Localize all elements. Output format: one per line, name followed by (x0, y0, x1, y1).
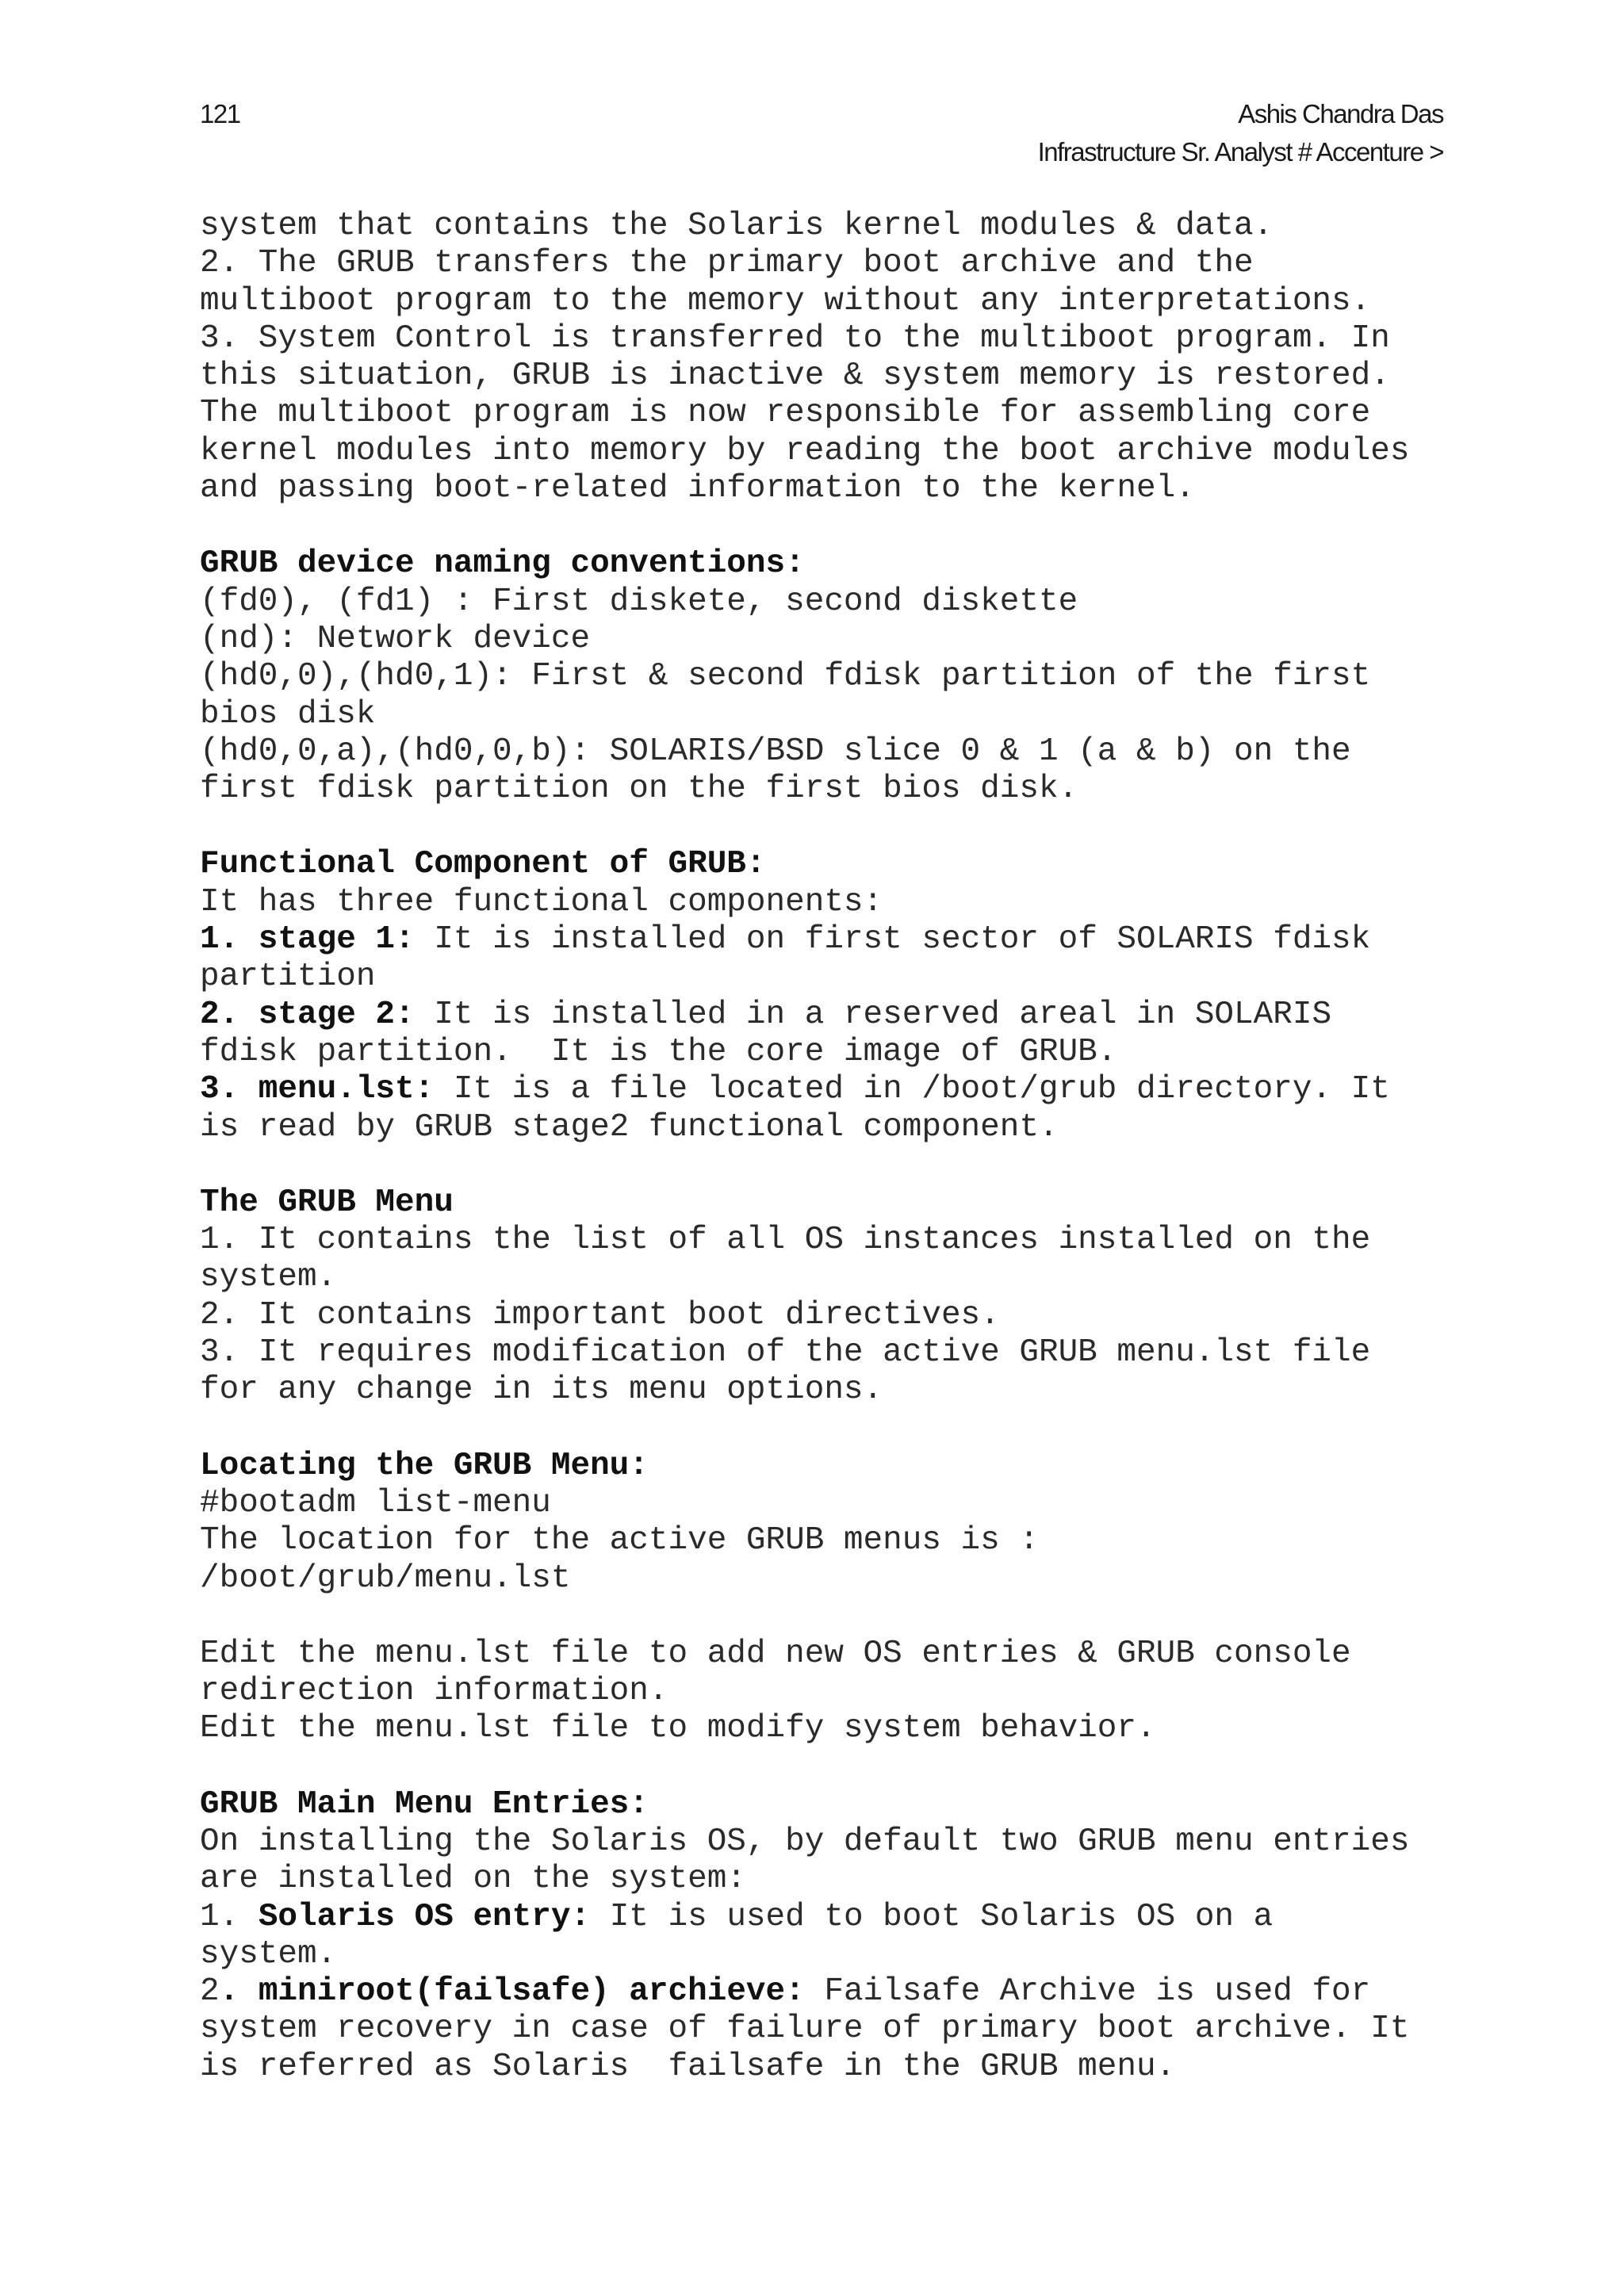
text-line: system. (200, 1259, 337, 1296)
entries-section (200, 1786, 1469, 2086)
author-title: Infrastructure Sr. Analyst # Accenture > (1037, 137, 1443, 166)
text-line: (hd0,0),(hd0,1): First & second fdisk partition of the first (200, 658, 1371, 695)
functional-section (200, 846, 1469, 1146)
text-line: 3. System Control is transferred to the multiboot program. In (200, 320, 1390, 357)
text-line: Edit the menu.lst file to modify system behavior. (200, 1710, 1156, 1747)
section-heading: Functional Component of GRUB: (200, 846, 766, 883)
list-item (200, 1071, 1469, 1108)
item-text: It is installed in a reserved areal in SOLARIS (414, 996, 1332, 1033)
text-line: (fd0), (fd1) : First diskete, second diskette (200, 583, 1078, 620)
text-line: On installing the Solaris OS, by default two GRUB menu entries (200, 1823, 1410, 1860)
text-line: fdisk partition. It is the core image of GRUB. (200, 1033, 1117, 1070)
text-line: is referred as Solaris failsafe in the GRUB menu. (200, 2048, 1176, 2085)
body-text (200, 208, 1469, 2086)
section-heading: GRUB Main Menu Entries: (200, 1785, 649, 1823)
text-line: Edit the menu.lst file to add new OS entries & GRUB console (200, 1635, 1351, 1672)
author-name: Ashis Chandra Das (1238, 99, 1443, 128)
text-line: are installed on the system: (200, 1861, 746, 1898)
item-number: 2 (200, 1973, 220, 2011)
item-text: Failsafe Archive is used for (804, 1973, 1371, 2011)
text-line: 2. It contains important boot directives. (200, 1296, 1000, 1334)
text-line: #bootadm list-menu (200, 1484, 551, 1521)
text-line: is read by GRUB stage2 functional component. (200, 1108, 1059, 1146)
text-line: /boot/grub/menu.lst (200, 1559, 571, 1597)
text-line: system. (200, 1935, 337, 1973)
text-line: for any change in its menu options. (200, 1372, 883, 1409)
item-label: . miniroot(failsafe) archieve: (219, 1973, 805, 2011)
text-line: The location for the active GRUB menus is : (200, 1522, 1039, 1559)
list-item (200, 1899, 1469, 1936)
list-item (200, 997, 1469, 1034)
item-text: It is installed on first sector of SOLARIS fdisk (414, 921, 1371, 959)
list-item (200, 1973, 1469, 2011)
item-number: 1. (200, 1898, 259, 1935)
item-label: Solaris OS entry: (258, 1898, 591, 1935)
page-number: 121 (200, 99, 240, 128)
text-line: 2. The GRUB transfers the primary boot archive and the (200, 245, 1254, 282)
section-heading: Locating the GRUB Menu: (200, 1447, 649, 1484)
locating-section (200, 1448, 1469, 1748)
item-text: It is a file located in /boot/grub directory. It (434, 1071, 1390, 1108)
naming-section (200, 545, 1469, 808)
list-item (200, 921, 1469, 959)
text-line: system recovery in case of failure of primary boot archive. It (200, 2011, 1410, 2048)
text-line: (nd): Network device (200, 620, 591, 657)
text-line: 1. It contains the list of all OS instances installed on the (200, 1222, 1371, 1259)
section-heading: The GRUB Menu (200, 1184, 454, 1221)
text-line: 3. It requires modification of the active GRUB menu.lst file (200, 1334, 1371, 1372)
text-line: this situation, GRUB is inactive & system memory is restored. (200, 358, 1390, 395)
section-heading: GRUB device naming conventions: (200, 545, 805, 583)
text-line: system that contains the Solaris kernel modules & data. (200, 208, 1274, 244)
text-line: first fdisk partition on the first bios disk. (200, 771, 1078, 808)
text-line: (hd0,0,a),(hd0,0,b): SOLARIS/BSD slice 0 & 1 (a & b) on the (200, 733, 1351, 770)
text-line: multiboot program to the memory without any interpretations. (200, 282, 1371, 320)
item-text: It is used to boot Solaris OS on a (590, 1898, 1274, 1935)
item-label: 3. menu.lst: (200, 1071, 435, 1108)
menu-section (200, 1184, 1469, 1410)
text-line: The multiboot program is now responsible for assembling core (200, 395, 1371, 432)
item-label: 1. stage 1: (200, 921, 415, 959)
text-line: It has three functional components: (200, 883, 883, 920)
item-label: 2. stage 2: (200, 996, 415, 1033)
text-line: bios disk (200, 695, 376, 733)
text-line: partition (200, 959, 376, 996)
text-line: and passing boot-related information to the kernel. (200, 470, 1195, 507)
text-line: redirection information. (200, 1673, 668, 1710)
intro-section (200, 208, 1469, 507)
text-line: kernel modules into memory by reading the boot archive modules (200, 432, 1410, 469)
